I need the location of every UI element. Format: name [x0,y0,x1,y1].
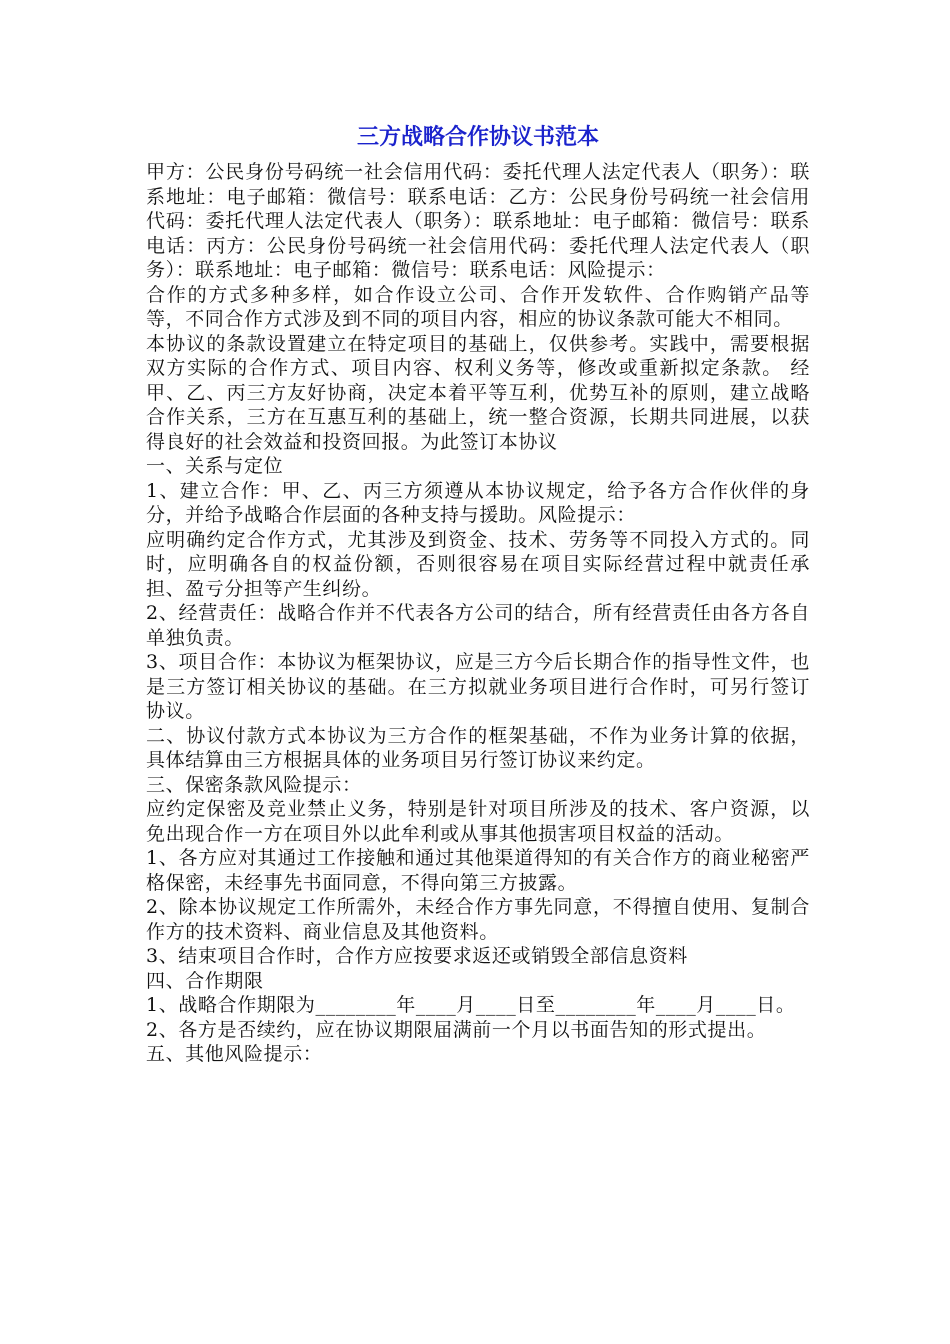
clause-1-3: 3、项目合作：本协议为框架协议，应是三方今后长期合作的指导性文件，也是三方签订相关协议的基础。在三方拟就业务项目进行合作时，可另行签订协议。 [146,651,810,722]
paragraph-parties: 甲方：公民身份号码统一社会信用代码：委托代理人法定代表人（职务）：联系地址：电子邮箱：微信号：联系电话：乙方：公民身份号码统一社会信用代码：委托代理人法定代表人（职务）：联系地址：电子邮箱：微信号：联系电话：丙方：公民身份号码统一社会信用代码：委托代理人法定代表人（职务）：联系地址：电子邮箱：微信号：联系电话：风险提示： [146,161,810,281]
clause-1-2: 2、经营责任：战略合作并不代表各方公司的结合，所有经营责任由各方各自单独负责。 [146,602,810,649]
clause-1-1: 1、建立合作：甲、乙、丙三方须遵从本协议规定，给予各方合作伙伴的身分，并给予战略合作层面的各种支持与援助。风险提示： [146,479,810,526]
section-heading-1: 一、关系与定位 [146,455,284,477]
paragraph-risk-note-2: 应明确约定合作方式，尤其涉及到资金、技术、劳务等不同投入方式的。同时，应明确各自的权益份额，否则很容易在项目实际经营过程中就责任承担、盈亏分担等产生纠纷。 [146,528,810,600]
section-heading-5: 五、其他风险提示： [146,1043,323,1065]
clause-3-1: 1、各方应对其通过工作接触和通过其他渠道得知的有关合作方的商业秘密严格保密，未经事先书面同意，不得向第三方披露。 [146,847,810,894]
clause-4-2: 2、各方是否续约，应在协议期限届满前一个月以书面告知的形式提出。 [146,1018,767,1041]
paragraph-preamble: 本协议的条款设置建立在特定项目的基础上，仅供参考。实践中，需要根据双方实际的合作方式、项目内容、权利义务等，修改或重新拟定条款。 经甲、乙、丙三方友好协商，决定本着平等互利，优势互补的原则，建立战略合作关系，三方在互惠互利的基础上，统一整合资源，长期共同进展，以获得良好的社会效益和投资回报。为此签订本协议 [146,332,810,453]
paragraph-risk-note-3: 应约定保密及竞业禁止义务，特别是针对项目所涉及的技术、客户资源，以免出现合作一方在项目外以此牟利或从事其他损害项目权益的活动。 [146,798,810,845]
clause-4-1: 1、战略合作期限为________年____月____日至________年____月____日。 [146,994,796,1016]
paragraph-risk-note-1: 合作的方式多种多样，如合作设立公司、合作开发软件、合作购销产品等等，不同合作方式涉及到不同的项目内容，相应的协议条款可能大不相同。 [146,283,810,330]
section-heading-4: 四、合作期限 [146,969,264,992]
document-page [146,118,810,1067]
document-title: 三方战略合作协议书范本 [356,125,599,150]
clause-3-2: 2、除本协议规定工作所需外，未经合作方事先同意，不得擅自使用、复制合作方的技术资料、商业信息及其他资料。 [146,896,810,943]
section-heading-3: 三、保密条款风险提示： [146,773,362,796]
clause-3-3: 3、结束项目合作时，合作方应按要求返还或销毁全部信息资料 [146,945,688,967]
section-heading-2: 二、协议付款方式本协议为三方合作的框架基础，不作为业务计算的依据，具体结算由三方根据具体的业务项目另行签订协议来约定。 [146,724,810,771]
